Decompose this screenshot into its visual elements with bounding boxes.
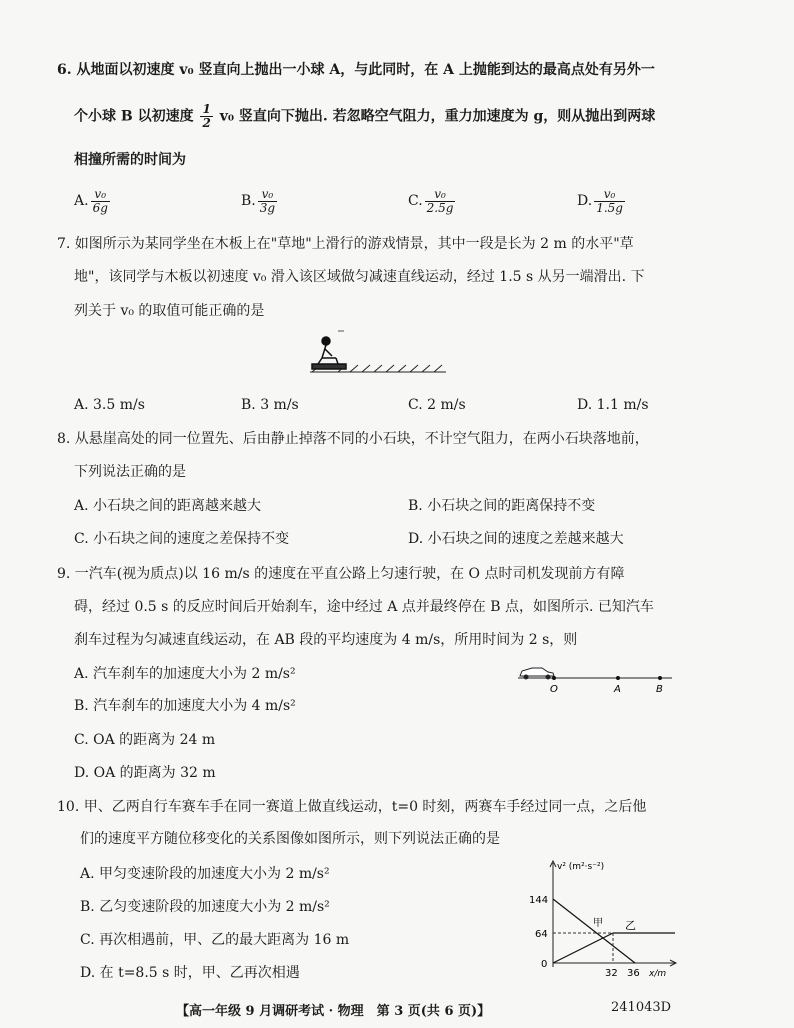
q9-line1: 9. 一汽车(视为质点)以 16 m/s 的速度在平直公路上匀速行驶，在 O 点时司机发现前方有障 [57, 566, 625, 582]
label-b: B [656, 684, 663, 695]
xtick-32: 32 [605, 968, 618, 979]
q6-option-fraction [91, 188, 110, 215]
point-o [552, 676, 556, 680]
q6-option-fraction [258, 188, 277, 215]
q8-line2: 下列说法正确的是 [74, 464, 186, 480]
q8-option-b[interactable]: B. 小石块之间的距离保持不变 [408, 498, 596, 514]
ytick-0: 0 [541, 959, 548, 970]
footer-code: 241043D [611, 1000, 672, 1015]
q10-option-b[interactable]: B. 乙匀变速阶段的加速度大小为 2 m/s² [80, 899, 330, 915]
q6-option-a[interactable] [74, 186, 112, 216]
frac-den: 1.5g [596, 200, 623, 215]
q6-option-label: C. [408, 193, 423, 209]
q7-option-d[interactable]: D. 1.1 m/s [577, 397, 649, 413]
q10-line2: 们的速度平方随位移变化的关系图像如图所示，则下列说法正确的是 [80, 831, 500, 847]
q6-option-label: B. [241, 193, 256, 209]
q8-option-d[interactable]: D. 小石块之间的速度之差越来越大 [408, 531, 624, 547]
point-b [658, 676, 662, 680]
frac-num: v₀ [258, 188, 277, 202]
series-yi-ramp [553, 933, 613, 963]
student-on-board [312, 337, 346, 369]
q9-road-figure [510, 660, 680, 696]
q9-line3: 刹车过程为匀减速直线运动，在 AB 段的平均速度为 4 m/s，所用时间为 2 s，则 [74, 632, 578, 648]
q7-line2: 地"，该同学与木板以初速度 v₀ 滑入该区域做匀减速直线运动，经过 1.5 s 从另一端滑出. 下 [74, 269, 645, 285]
label-o: O [550, 684, 558, 695]
q10-line1: 10. 甲、乙两自行车赛车手在同一赛道上做直线运动，t=0 时刻，两赛车手经过同一点，之后他 [57, 799, 647, 815]
q7-option-c[interactable]: C. 2 m/s [408, 397, 466, 413]
frac-num: v₀ [91, 188, 110, 202]
q6-half-fraction [200, 103, 212, 130]
q7-option-b[interactable]: B. 3 m/s [241, 397, 299, 413]
frac-num: v₀ [425, 188, 456, 202]
frac-den: 2.5g [426, 200, 454, 215]
q9-option-c[interactable]: C. OA 的距离为 24 m [74, 732, 216, 748]
x-axis-label: x/m [649, 969, 667, 979]
q6-frac-den: 2 [202, 116, 211, 130]
q6-option-c[interactable] [408, 186, 457, 216]
q9-line2: 碍，经过 0.5 s 的反应时间后开始刹车，途中经过 A 点并最终停在 B 点，如图所示. 已知汽车 [74, 599, 654, 615]
series-label-jia: 甲 [593, 918, 603, 929]
q7-sled-figure [298, 328, 448, 378]
frac-den: 3g [259, 200, 276, 215]
q9-option-a[interactable]: A. 汽车刹车的加速度大小为 2 m/s² [74, 666, 296, 682]
q6-line2-post: v₀ 竖直向下抛出. 若忽略空气阻力，重力加速度为 g，则从抛出到两球 [219, 108, 656, 125]
car-icon [520, 668, 554, 679]
q6-line1: 6. 从地面以初速度 v₀ 竖直向上抛出一小球 A，与此同时，在 A 上抛能到达的最高点处有另外一 [57, 62, 655, 78]
q8-line1: 8. 从悬崖高处的同一位置先、后由静止掉落不同的小石块，不计空气阻力，在两小石块落地前， [57, 431, 649, 447]
q9-option-d[interactable]: D. OA 的距离为 32 m [74, 765, 216, 781]
q6-line2-pre: 个小球 B 以初速度 [74, 108, 194, 125]
q6-option-fraction [594, 188, 625, 215]
q6-option-d[interactable] [577, 186, 627, 216]
ytick-64: 64 [535, 929, 548, 940]
q6-frac-num: 1 [202, 102, 211, 116]
q6-line2 [74, 103, 655, 130]
series-jia-line [553, 899, 635, 963]
q6-option-label: D. [577, 193, 593, 209]
q7-option-a[interactable]: A. 3.5 m/s [74, 397, 145, 413]
point-a [616, 676, 620, 680]
ytick-144: 144 [529, 895, 549, 906]
footer-info: 【高一年级 9 月调研考试 · 物理 第 3 页(共 6 页)】 [176, 1004, 491, 1019]
q6-option-b[interactable] [241, 186, 279, 216]
q6-line3: 相撞所需的时间为 [74, 152, 186, 168]
q7-line3: 列关于 v₀ 的取值可能正确的是 [74, 303, 265, 319]
y-axis-label: v² (m²·s⁻²) [557, 862, 605, 872]
q7-line1: 7. 如图所示为某同学坐在木板上在"草地"上滑行的游戏情景，其中一段是长为 2 m 的水平"草 [57, 236, 634, 252]
series-label-yi: 乙 [625, 919, 636, 932]
frac-num: v₀ [594, 188, 625, 202]
q10-graph [525, 855, 685, 980]
q9-option-b[interactable]: B. 汽车刹车的加速度大小为 4 m/s² [74, 698, 296, 714]
q8-option-c[interactable]: C. 小石块之间的速度之差保持不变 [74, 531, 290, 547]
q6-option-label: A. [74, 193, 89, 209]
frac-den: 6g [92, 200, 108, 215]
q10-option-c[interactable]: C. 再次相遇前，甲、乙的最大距离为 16 m [80, 932, 350, 948]
q8-option-a[interactable]: A. 小石块之间的距离越来越大 [74, 498, 262, 514]
label-a: A [614, 684, 621, 695]
xtick-36: 36 [627, 968, 640, 979]
q10-option-a[interactable]: A. 甲匀变速阶段的加速度大小为 2 m/s² [80, 866, 330, 882]
q10-option-d[interactable]: D. 在 t=8.5 s 时，甲、乙再次相遇 [80, 965, 300, 981]
q6-option-fraction [425, 188, 456, 215]
